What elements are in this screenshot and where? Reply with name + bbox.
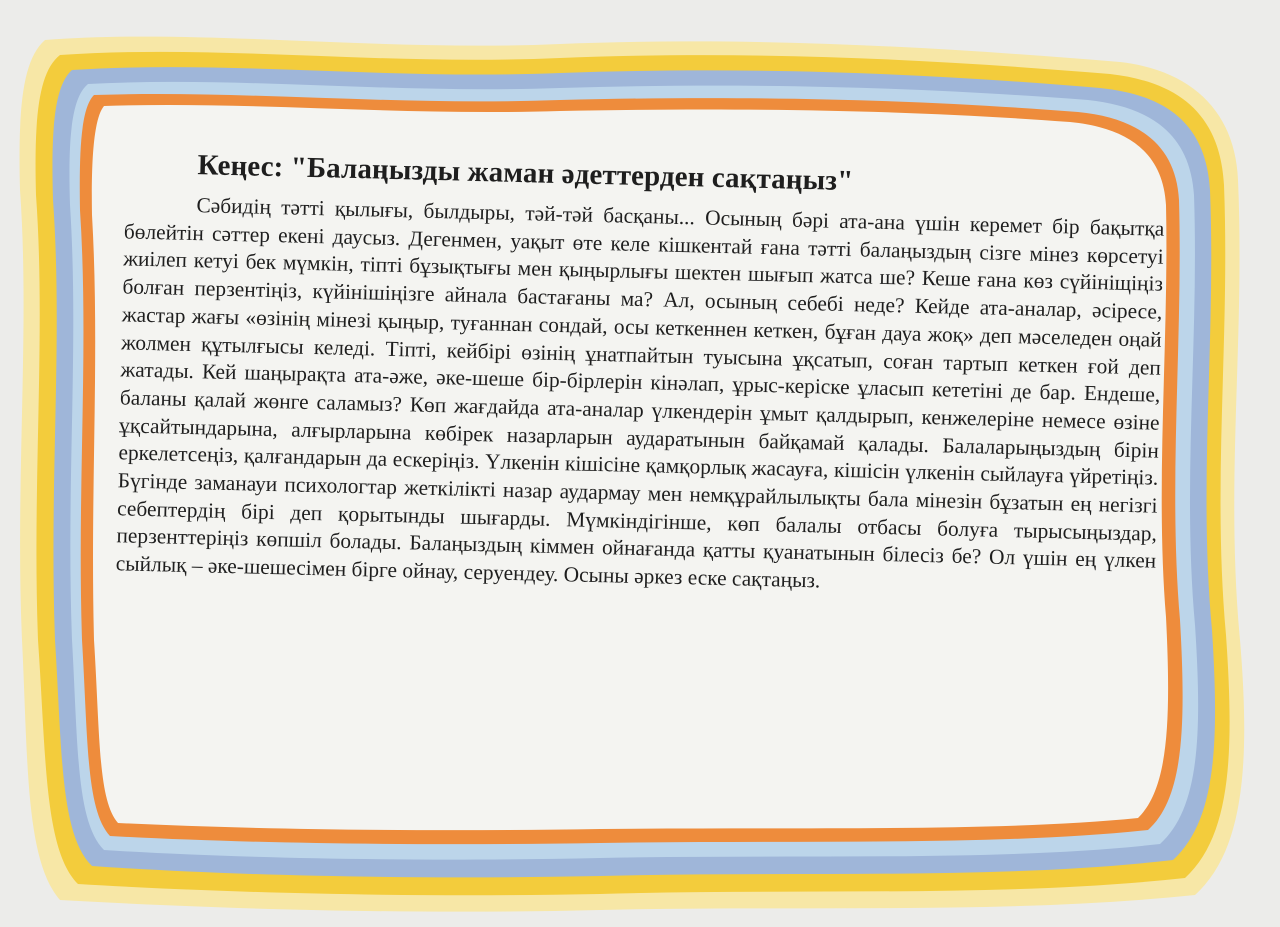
article-title: Кеңес: "Балаңызды жаман әдеттерден сақтаңыз" xyxy=(197,149,854,198)
article-content xyxy=(110,147,1165,812)
article-body-paragraph: Сәбидің тәтті қылығы, былдыры, тәй-тәй басқаны... Осының бәрі ата-ана үшін керемет бір бақытқа бөлейтін сәттер екені даусыз. Дегенмен, уақыт өте келе кішкентай ғана тәтті балаңыздың сізге мінез көрсетуі жиілеп кетуі бек мүмкін, тіпті бұзықтығы мен қыңырлығы шектен шығып жатса ше? Кеше ғана көз сүйініщіңіз болған перзентіңіз, күйінішіңізге айнала бастағаны ма? Ал, осының себебі неде? Кейде ата-аналар, әсіресе, жастар жағы «өзінің мінезі қыңыр, туғаннан сондай, осы кеткеннен кеткен, бұған дауа жоқ» деп мәселеден оңай жолмен құтылғысы келеді. Тіпті, кейбірі өзінің ұнатпайтын туысына ұқсатып, соған тартып кеткен ғой деп жатады. Кей шаңырақта ата-әже, әке-шеше бір-бірлерін кінәлап, ұрыс-керіске ұласып кететіні де бар. Ендеше, баланы қалай жөнге саламыз? Көп жағдайда ата-аналар үлкендерін ұмыт қалдырып, кенжелеріне немесе өзіне ұқсайтындарына, алғырларына көбірек назарларын аударатынын байқамай қалады. Балаларыңыздың бірін еркелетсеңіз, қалғандарын да ескеріңіз. Үлкенін кішісіне қамқорлық жасауға, кішісін үлкенін сыйлауға үйретіңіз. Бүгінде заманауи психологтар жеткілікті назар аудармау мен немқұрайлылықты бала мінезін бұзатын ең негізгі себептердің бірі деп қорытынды шығарды. Мүмкіндігінше, көп балалы отбасы болуға тырысыңыздар, перзенттеріңіз көпшіл болады. Балаңыздың кіммен ойнағанда қатты қуанатынын білесіз бе? Ол үшін ең үлкен сыйлық – әке-шешесімен бірге ойнау, серуендеу. Осыны әркез еске сақтаңыз. xyxy=(115,193,1165,593)
